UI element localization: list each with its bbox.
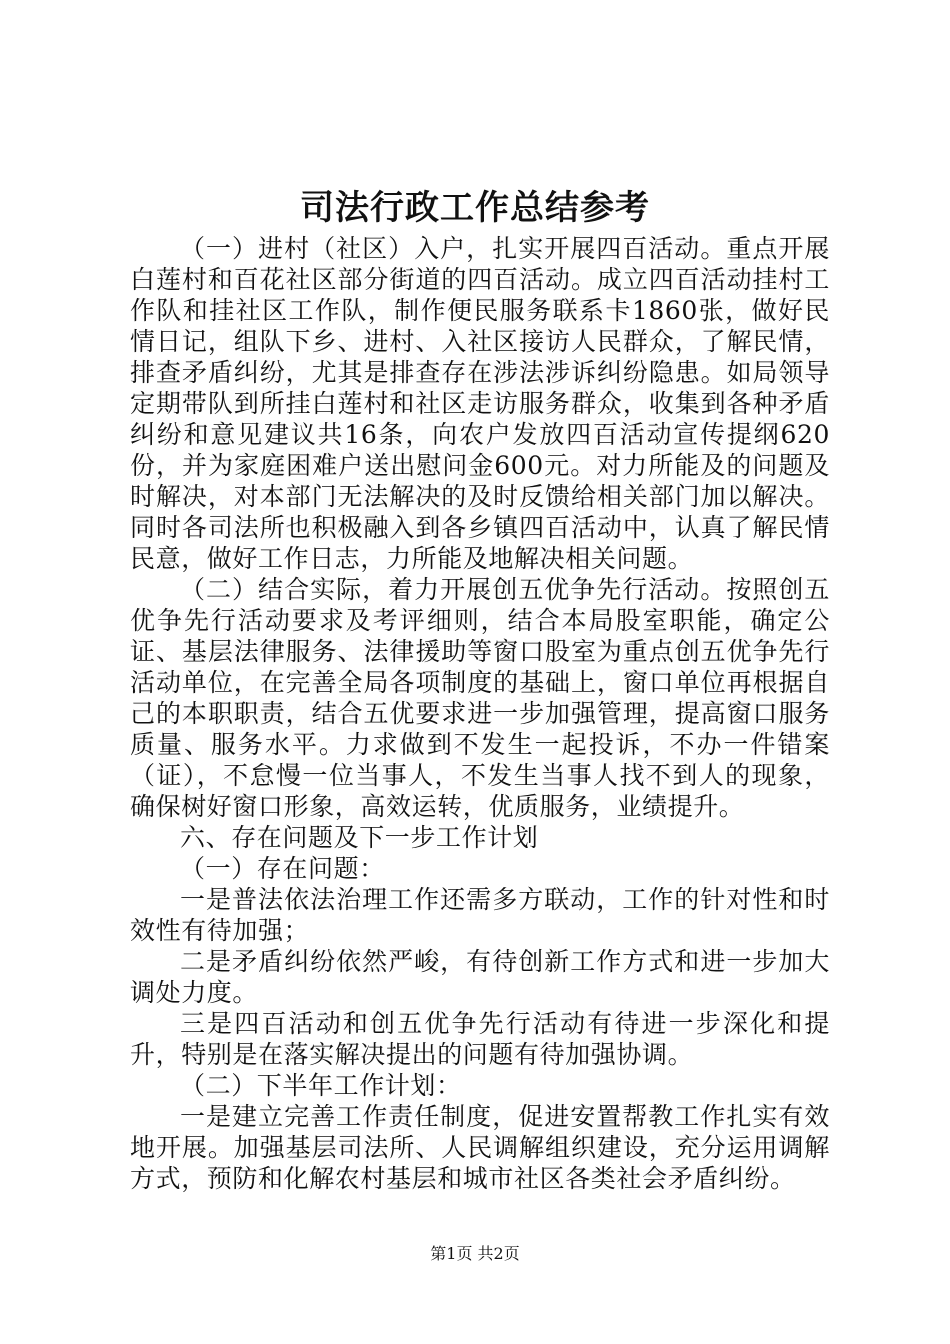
problem-item-1: 一是普法依法治理工作还需多方联动，工作的针对性和时效性有待加强； [130,885,830,945]
paragraph-section-1: （一）进村（社区）入户，扎实开展四百活动。重点开展白莲村和百花社区部分街道的四百活动。成立四百活动挂村工作队和挂社区工作队，制作便民服务联系卡1860张，做好民情日记，组队下乡、进村、入社区接访人民群众，了解民情，排查矛盾纠纷，尤其是排查存在涉法涉诉纠纷隐患。如局领导定期带队到所挂白莲村和社区走访服务群众，收集到各种矛盾纠纷和意见建议共16条，向农户发放四百活动宣传提纲620份，并为家庭困难户送出慰问金600元。对力所能及的问题及时解决，对本部门无法解决的及时反馈给相关部门加以解决。同时各司法所也积极融入到各乡镇四百活动中，认真了解民情民意，做好工作日志，力所能及地解决相关问题。 [130,234,830,573]
subheading-work-plan: （二）下半年工作计划： [180,1071,462,1100]
document-title: 司法行政工作总结参考 [300,188,650,228]
problem-item-3: 三是四百活动和创五优争先行活动有待进一步深化和提升，特别是在落实解决提出的问题有待加强协调。 [130,1009,830,1069]
problem-item-2: 二是矛盾纠纷依然严峻，有待创新工作方式和进一步加大调处力度。 [130,947,830,1007]
document-body [130,233,830,1194]
page-footer: 第1页 共2页 [430,1244,520,1263]
plan-item-1: 一是建立完善工作责任制度，促进安置帮教工作扎实有效地开展。加强基层司法所、人民调解组织建设，充分运用调解方式，预防和化解农村基层和城市社区各类社会矛盾纠纷。 [130,1102,830,1193]
paragraph-section-2: （二）结合实际，着力开展创五优争先行活动。按照创五优争先行活动要求及考评细则，结合本局股室职能，确定公证、基层法律服务、法律援助等窗口股室为重点创五优争先行活动单位，在完善全局各项制度的基础上，窗口单位再根据自己的本职职责，结合五优要求进一步加强管理，提高窗口服务质量、服务水平。力求做到不发生一起投诉，不办一件错案（证），不怠慢一位当事人，不发生当事人找不到人的现象，确保树好窗口形象，高效运转，优质服务，业绩提升。 [130,575,830,821]
subheading-existing-problems: （一）存在问题： [180,854,385,883]
heading-problems-and-plan: 六、存在问题及下一步工作计划 [180,823,539,852]
